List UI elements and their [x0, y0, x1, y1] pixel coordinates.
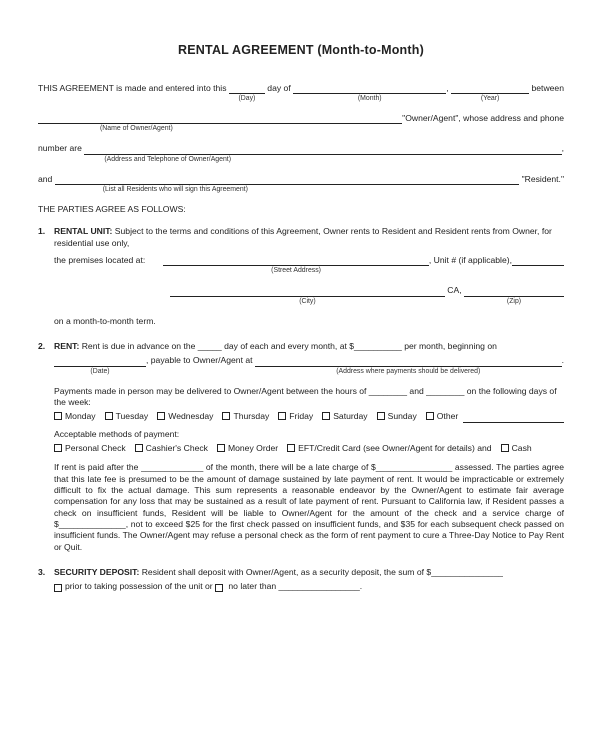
security-deposit-label: SECURITY DEPOSIT:	[54, 567, 140, 578]
checkbox-icon[interactable]	[501, 444, 509, 452]
residents-caption: (List all Residents who will sign this Agreement)	[102, 185, 248, 193]
checkbox-icon[interactable]	[322, 412, 330, 420]
security-deposit-body: Resident shall deposit with Owner/Agent, as a security deposit, the sum of $_______________	[141, 567, 503, 578]
intro-text: day of	[264, 82, 294, 93]
rent-label: RENT:	[54, 340, 80, 351]
checkbox-icon[interactable]	[157, 412, 165, 420]
payment-address-caption: (Address where payments should be delivered)	[336, 367, 481, 375]
method-option-money-order[interactable]	[217, 443, 278, 454]
premises-line	[54, 254, 564, 275]
method-label: Cashier's Check	[145, 443, 208, 453]
days-of-week-row	[54, 411, 564, 422]
rental-unit-label: RENTAL UNIT:	[54, 226, 113, 237]
section-rent	[38, 341, 564, 556]
street-address-caption: (Street Address)	[271, 267, 321, 275]
checkbox-icon[interactable]	[222, 412, 230, 420]
term-text: on a month-to-month term.	[54, 315, 156, 326]
owner-name-blank	[38, 114, 402, 133]
day-label: Monday	[65, 411, 96, 422]
method-label: Money Order	[227, 443, 279, 453]
checkbox-no-later-than[interactable]	[215, 584, 223, 592]
intro-text: "Owner/Agent", whose address and phone	[402, 112, 564, 123]
payment-methods-row	[54, 443, 564, 454]
payments-in-person-paragraph: Payments made in person may be delivered to Owner/Agent between the hours of ________ and ________ on the following days of the week:	[54, 385, 557, 407]
payment-address-blank	[255, 357, 562, 375]
rent-paragraph	[54, 341, 564, 352]
method-option-eft-credit-card[interactable]	[287, 443, 491, 454]
day-label: Tuesday	[115, 411, 149, 422]
section-number: 3.	[38, 567, 46, 578]
payable-text: , payable to Owner/Agent at	[146, 355, 255, 366]
year-blank	[451, 84, 529, 102]
intro-text: ,	[561, 143, 564, 154]
day-option-tuesday[interactable]	[105, 411, 149, 422]
checkbox-icon[interactable]	[377, 412, 385, 420]
day-label: Sunday	[387, 411, 417, 422]
parties-agree-heading: THE PARTIES AGREE AS FOLLOWS:	[38, 203, 186, 214]
intro-text: and	[38, 173, 55, 184]
day-label: Wednesday	[168, 411, 214, 422]
month-caption: (Month)	[357, 94, 382, 102]
day-option-thursday[interactable]	[222, 411, 269, 422]
day-label: Saturday	[333, 411, 368, 422]
method-option-personal-check[interactable]	[54, 443, 126, 454]
day-option-sunday[interactable]	[377, 411, 417, 422]
deposit-option-prior-label: prior to taking possession of the unit or	[65, 581, 215, 592]
street-address-blank	[163, 256, 429, 275]
other-day-blank	[463, 413, 564, 423]
checkbox-icon[interactable]	[105, 412, 113, 420]
rent-body: Rent is due in advance on the _____ day of each and every month, at $__________ per month, beginning on	[81, 340, 497, 351]
intro-line-date	[38, 82, 564, 102]
day-caption: (Day)	[238, 94, 256, 102]
unit-number-blank	[512, 256, 564, 266]
day-option-saturday[interactable]	[322, 411, 367, 422]
checkbox-icon[interactable]	[54, 444, 62, 452]
method-label: EFT/Credit Card (see Owner/Agent for details) and	[298, 443, 492, 453]
section-rental-unit	[38, 226, 564, 330]
owner-name-caption: (Name of Owner/Agent)	[100, 125, 173, 133]
owner-address-blank	[84, 145, 561, 163]
day-label: Other	[436, 411, 459, 422]
document-title: RENTAL AGREEMENT (Month-to-Month)	[178, 43, 424, 57]
checkbox-prior-possession[interactable]	[54, 584, 62, 592]
intro-text: between	[529, 82, 564, 93]
day-label: Thursday	[233, 411, 270, 422]
day-option-other[interactable]	[426, 411, 564, 422]
zip-caption: (Zip)	[506, 297, 522, 305]
checkbox-icon[interactable]	[217, 444, 225, 452]
premises-text: the premises located at:	[54, 254, 146, 265]
section-security-deposit	[38, 567, 564, 593]
checkbox-icon[interactable]	[426, 412, 434, 420]
residents-blank	[55, 175, 519, 193]
year-caption: (Year)	[480, 94, 500, 102]
city-caption: (City)	[299, 297, 316, 305]
section-number: 1.	[38, 226, 46, 237]
checkbox-icon[interactable]	[287, 444, 295, 452]
deposit-option-no-later-label: no later than _________________.	[226, 581, 363, 592]
intro-line-owner	[38, 112, 564, 133]
checkbox-icon[interactable]	[135, 444, 143, 452]
intro-text: number are	[38, 143, 85, 154]
deposit-timing-line	[54, 581, 564, 592]
day-option-wednesday[interactable]	[157, 411, 213, 422]
city-blank	[170, 287, 445, 305]
section-number: 2.	[38, 340, 46, 351]
payable-line	[54, 355, 564, 375]
method-option-cashiers-check[interactable]	[135, 443, 208, 454]
rental-unit-body: Subject to the terms and conditions of this Agreement, Owner rents to Resident and Resident rents from Owner, for residential use only,	[54, 226, 552, 248]
month-blank	[293, 84, 446, 102]
method-option-cash[interactable]	[501, 443, 532, 454]
unit-number-text: , Unit # (if applicable),	[428, 254, 512, 265]
security-deposit-paragraph	[54, 567, 564, 578]
intro-text: THIS AGREEMENT is made and entered into this	[38, 82, 229, 93]
begin-date-blank	[54, 357, 146, 375]
date-caption: (Date)	[90, 367, 110, 375]
day-blank	[229, 84, 265, 102]
intro-text: "Resident."	[519, 173, 564, 184]
intro-text: ,	[446, 82, 452, 93]
zip-blank	[464, 287, 564, 305]
checkbox-icon[interactable]	[54, 412, 62, 420]
intro-line-resident	[38, 173, 564, 193]
day-option-monday[interactable]	[54, 411, 96, 422]
payable-period: .	[561, 355, 564, 366]
late-charge-paragraph: If rent is paid after the _____________ of the month, there will be a late charge of $________________ assessed. The parties agree that this late fee is presumed to be the amount of damage sustained by late payment of rent. It would be impracticable or extremely difficult to fix the actual damage. This sum represents a reasonable endeavor by the Owner/Agent to estimate fair average compensation for any loss that may be sustained as a result of late payment of rent. Pursuant to California law, if Resident passes a check on insufficient funds, Resident will be liable to Owner/Agent for the amount of the check and a service charge of $______________, not to exceed $25 for the first check passed on insufficient funds, and $35 for each subsequent check passed on insufficient funds. The Owner/Agent may refuse a personal check as the form of rent payment to cure a Three-Day Notice to Pay Rent or Quit.	[54, 462, 564, 552]
day-label: Friday	[289, 411, 314, 422]
intro-line-address	[38, 143, 564, 163]
rental-unit-paragraph	[54, 226, 564, 249]
method-label: Personal Check	[65, 443, 126, 453]
state-text: CA,	[444, 285, 464, 296]
checkbox-icon[interactable]	[278, 412, 286, 420]
day-option-friday[interactable]	[278, 411, 313, 422]
city-zip-line	[54, 285, 564, 305]
method-label: Cash	[511, 443, 532, 453]
owner-address-caption: (Address and Telephone of Owner/Agent)	[104, 155, 232, 163]
payment-methods-heading: Acceptable methods of payment:	[54, 428, 180, 439]
